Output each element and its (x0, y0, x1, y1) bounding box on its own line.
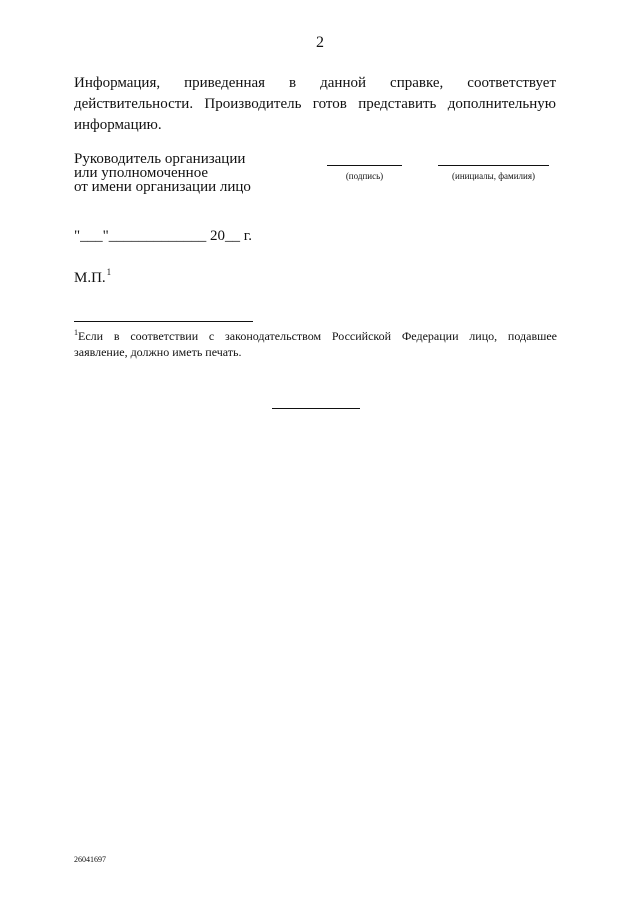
name-line[interactable] (438, 165, 549, 166)
signature-line[interactable] (327, 165, 402, 166)
document-code: 26041697 (74, 855, 106, 864)
page-number: 2 (316, 34, 324, 51)
stamp-footnote-mark: 1 (106, 267, 112, 277)
name-caption: (инициалы, фамилия) (452, 171, 535, 181)
signature-caption: (подпись) (345, 171, 384, 181)
signer-line-1: Руководитель организации (74, 151, 246, 167)
paragraph-line-3: информацию. (74, 117, 162, 133)
paragraph-line-1: Информация, приведенная в данной справке, соответствует (74, 75, 556, 91)
signer-line-2: или уполномоченное (74, 165, 209, 181)
stamp-placeholder (74, 267, 111, 287)
certification-paragraph (74, 73, 556, 136)
footnote (74, 325, 557, 360)
footnote-line-1 (74, 325, 557, 344)
signer-line-3: от имени организации лицо (74, 179, 251, 195)
footnote-line-2: заявление, должно иметь печать. (74, 345, 242, 359)
footnote-separator (74, 321, 253, 322)
paragraph-line-2: действительности. Производитель готов представить дополнительную (74, 96, 556, 112)
footnote-mark: 1 (74, 328, 78, 337)
date-line[interactable]: "___"_____________ 20__ г. (74, 228, 252, 244)
signer-block (74, 152, 251, 194)
footnote-text-1: Если в соответствии с законодательством Российской Федерации лицо, подавшее (78, 329, 557, 343)
end-of-document-rule (272, 408, 360, 409)
stamp-label: М.П. (74, 270, 106, 286)
